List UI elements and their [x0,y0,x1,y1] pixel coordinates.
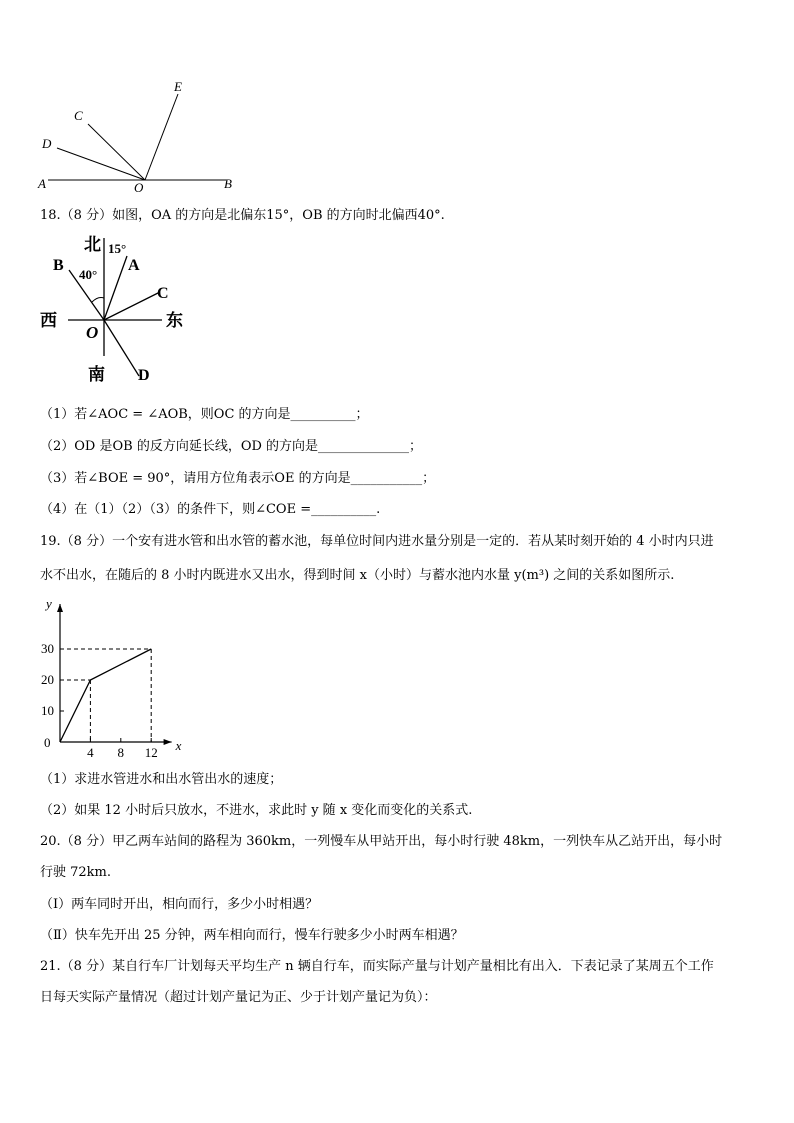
label-d: D [42,136,52,151]
x-axis-label: x [175,738,182,753]
q20-line1: 20.（8 分）甲乙两车站间的路程为 360km，一列慢车从甲站开出，每小时行驶 48km，一列快车从乙站开出，每小时 [40,834,723,849]
label-b: B [224,176,232,191]
label-c: C [74,108,83,123]
angle-figure-17 [30,76,250,196]
q20-sub2: （Ⅱ）快车先开出 25 分钟，两车相向而行，慢车行驶多少小时两车相遇？ [40,928,464,943]
y-axis-arrow [57,604,63,612]
compass-b: B [53,257,64,274]
q19-sub2: （2）如果 12 小时后只放水，不进水，求此时 y 随 x 变化而变化的关系式. [40,803,473,818]
q21-line1: 21.（8 分）某自行车厂计划每天平均生产 n 辆自行车，而实际产量与计划产量相比有出入．下表记录了某周五个工作 [40,959,714,974]
q19-sub1: （1）求进水管进水和出水管出水的速度； [40,772,283,787]
q18-sub3: （3）若∠BOE = 90°，请用方位角表示OE 的方向是___________； [40,471,436,486]
compass-a: A [128,257,140,274]
compass-d: D [138,367,150,384]
label-a: A [38,176,46,191]
q20-line2: 行驶 72km. [40,865,112,880]
series-line [60,649,151,742]
compass-figure [36,228,196,398]
compass-angle-a: 15° [108,241,127,256]
x-axis-arrow [164,739,172,745]
x-tick-label: 12 [144,745,158,760]
x-tick-label: 4 [87,745,94,760]
compass-c: C [157,285,169,302]
compass-east: 东 [166,311,183,330]
y-tick-label: 10 [41,703,54,718]
water-volume-chart [30,592,250,762]
compass-angle-b: 40° [79,267,98,282]
y-axis-label: y [46,596,52,611]
origin-label: 0 [44,735,51,750]
compass-west: 西 [40,311,57,330]
q21-line2: 日每天实际产量情况（超过计划产量记为正、少于计划产量记为负）： [40,990,437,1005]
y-tick-label: 20 [41,672,54,687]
y-tick-label: 30 [41,641,54,656]
q18-title: 18.（8 分）如图，OA 的方向是北偏东15°，OB 的方向时北偏西40°. [40,208,445,223]
q18-sub1: （1）若∠AOC = ∠AOB，则OC 的方向是__________； [40,407,369,422]
q18-sub4: （4）在（1）（2）（3）的条件下，则∠COE =__________. [40,502,381,517]
compass-o: O [86,323,99,342]
q19-line2: 水不出水，在随后的 8 小时内既进水又出水，得到时间 x（小时）与蓄水池内水量 y(m³) 之间的关系如图所示. [40,568,675,583]
q20-sub1: （Ⅰ）两车同时开出，相向而行，多少小时相遇？ [40,897,319,912]
label-o: O [134,180,144,195]
compass-south: 南 [88,365,105,384]
x-tick-label: 8 [117,745,125,760]
label-e: E [174,79,182,94]
compass-north: 北 [84,235,101,254]
q19-line1: 19.（8 分）一个安有进水管和出水管的蓄水池，每单位时间内进水量分别是一定的．若从某时刻开始的 4 小时内只进 [40,534,714,549]
q18-sub2: （2）OD 是OB 的反方向延长线，OD 的方向是______________； [40,439,423,454]
